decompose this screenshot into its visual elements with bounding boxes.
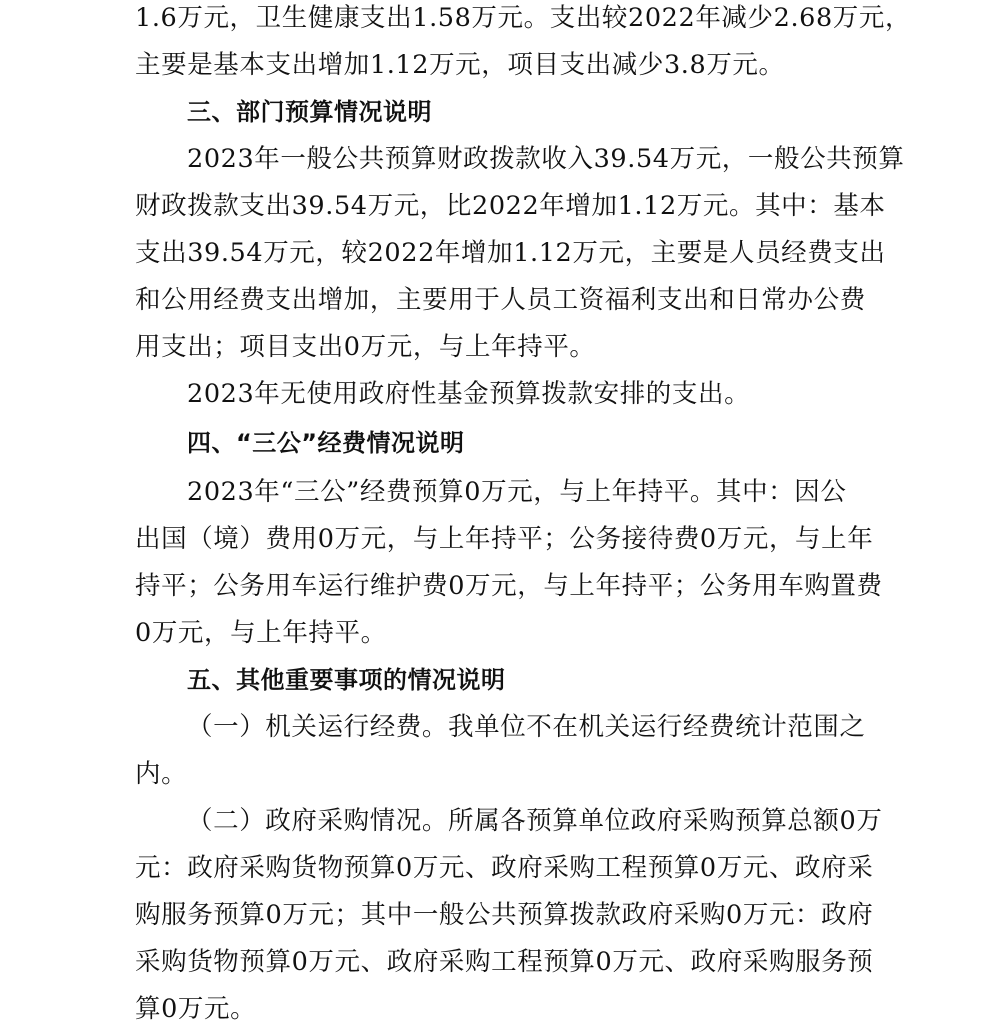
text-line: （二）政府采购情况。所属各预算单位政府采购预算总额0万 <box>187 806 883 836</box>
text-line: 内。 <box>135 759 188 789</box>
text-line: 购服务预算0万元；其中一般公共预算拨款政府采购0万元：政府 <box>135 900 874 930</box>
section-3-heading: 三、部门预算情况说明 <box>187 98 432 126</box>
text-line: 元：政府采购货物预算0万元、政府采购工程预算0万元、政府采 <box>135 853 874 883</box>
text-line: 和公用经费支出增加，主要用于人员工资福利支出和日常办公费 <box>135 285 866 315</box>
section-4-heading: 四、“三公”经费情况说明 <box>187 429 465 457</box>
text-line: 采购货物预算0万元、政府采购工程预算0万元、政府采购服务预 <box>135 947 874 977</box>
text-line: 1.6万元，卫生健康支出1.58万元。支出较2022年减少2.68万元， <box>135 3 912 33</box>
text-line: （一）机关运行经费。我单位不在机关运行经费统计范围之 <box>187 712 866 742</box>
text-line: 2023年“三公”经费预算0万元，与上年持平。其中：因公 <box>187 477 847 507</box>
text-line: 算0万元。 <box>135 994 257 1024</box>
text-line: 财政拨款支出39.54万元，比2022年增加1.12万元。其中：基本 <box>135 191 886 221</box>
section-5-heading: 五、其他重要事项的情况说明 <box>187 666 506 694</box>
text-line: 2023年无使用政府性基金预算拨款安排的支出。 <box>187 379 751 409</box>
text-line: 0万元，与上年持平。 <box>135 618 387 648</box>
text-line: 主要是基本支出增加1.12万元，项目支出减少3.8万元。 <box>135 50 785 80</box>
text-line: 出国（境）费用0万元，与上年持平；公务接待费0万元，与上年 <box>135 524 874 554</box>
text-line: 用支出；项目支出0万元，与上年持平。 <box>135 332 596 362</box>
text-line: 持平；公务用车运行维护费0万元，与上年持平；公务用车购置费 <box>135 571 883 601</box>
text-line: 支出39.54万元，较2022年增加1.12万元，主要是人员经费支出 <box>135 238 886 268</box>
text-line: 2023年一般公共预算财政拨款收入39.54万元，一般公共预算 <box>187 144 905 174</box>
